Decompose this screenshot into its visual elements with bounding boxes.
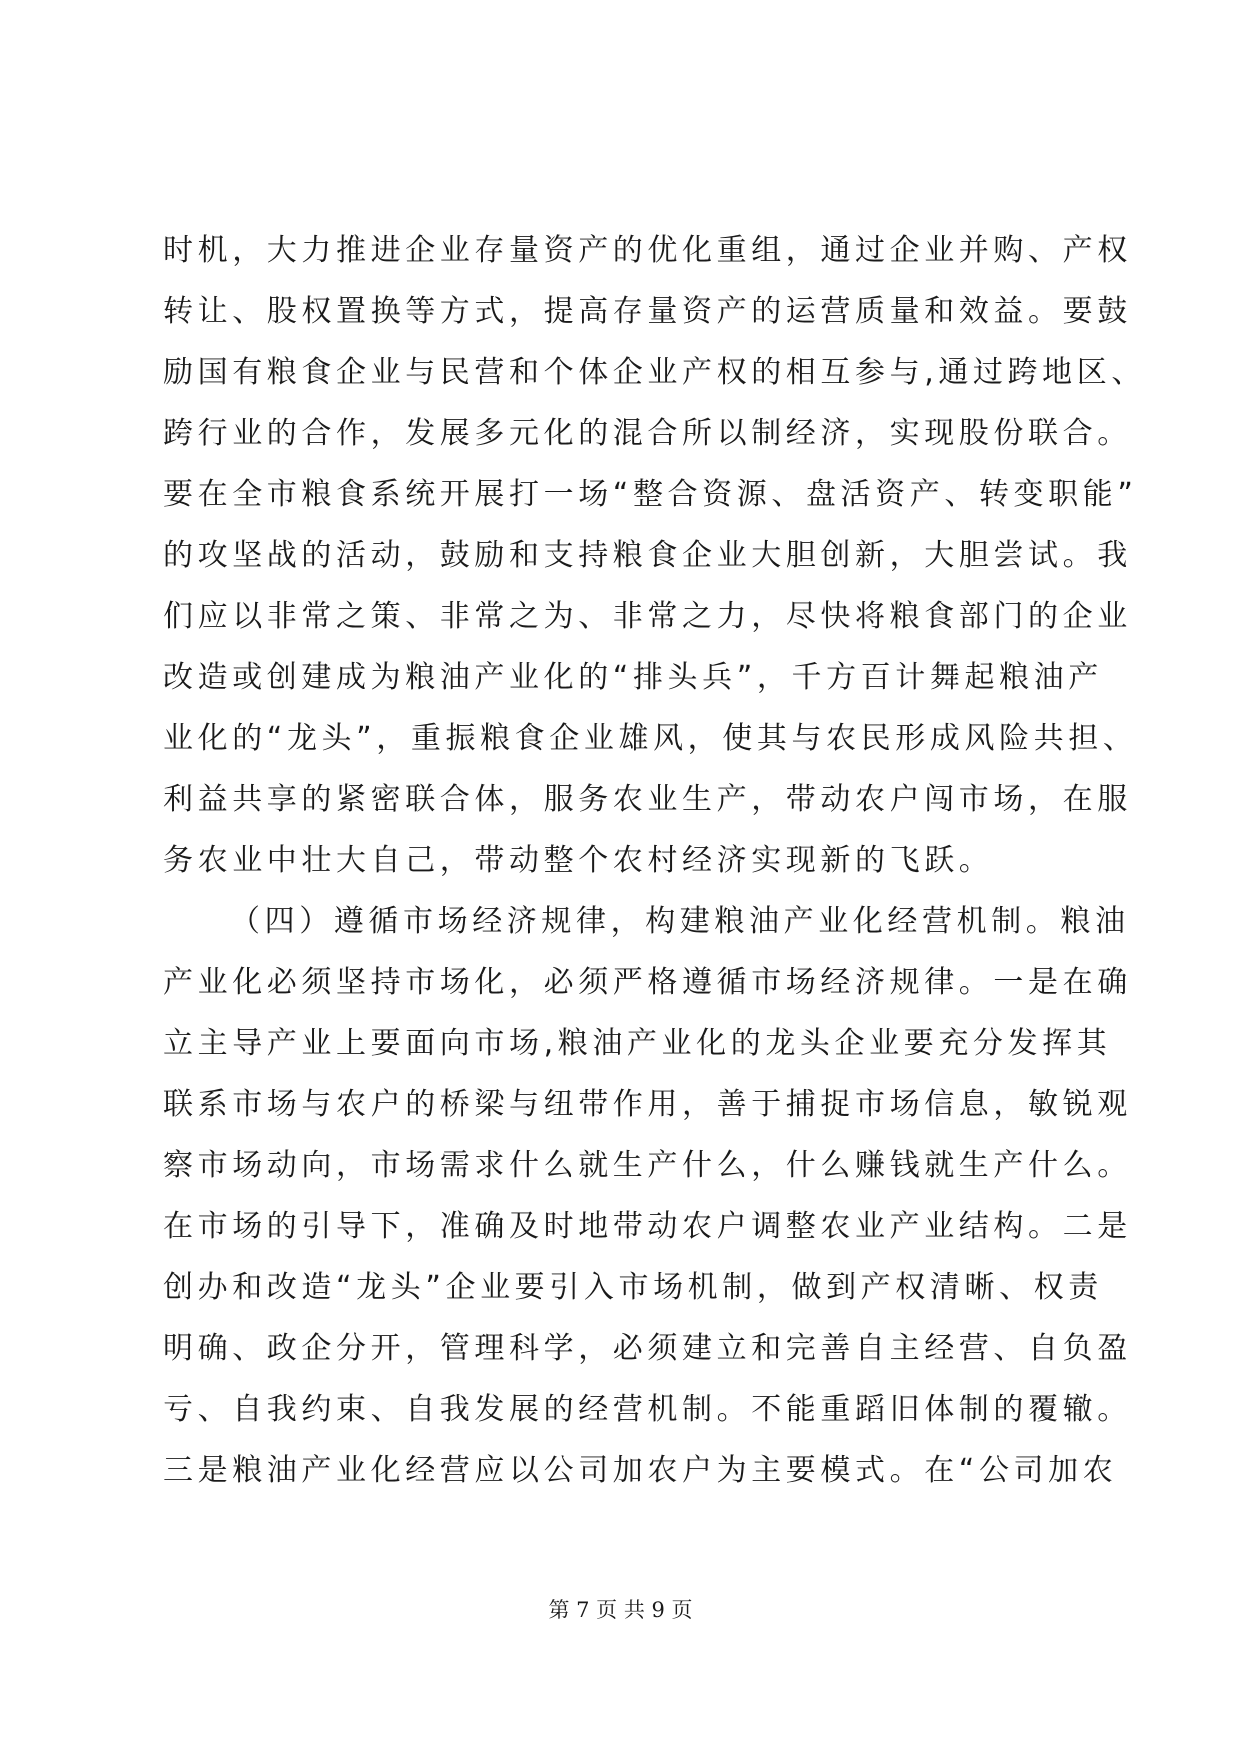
body-text-line: 的攻坚战的活动，鼓励和支持粮食企业大胆创新，大胆尝试。我 [163,538,1132,573]
body-text-line: 利益共享的紧密联合体，服务农业生产，带动农户闯市场，在服 [163,782,1132,817]
body-text-line: 改造或创建成为粮油产业化的“排头兵”，千方百计舞起粮油产 [163,660,1103,695]
body-text-line: 产业化必须坚持市场化，必须严格遵循市场经济规律。一是在确 [163,965,1132,1000]
body-text-line: 业化的“龙头”，重振粮食企业雄风，使其与农民形成风险共担、 [163,721,1138,756]
body-text-line: 转让、股权置换等方式，提高存量资产的运营质量和效益。要鼓 [163,294,1132,329]
body-text-line: 励国有粮食企业与民营和个体企业产权的相互参与,通过跨地区、 [163,355,1146,390]
page-footer: 第 7 页 共 9 页 [548,1598,693,1622]
body-text-line: 察市场动向，市场需求什么就生产什么，什么赚钱就生产什么。 [163,1148,1132,1183]
body-text-line: 立主导产业上要面向市场,粮油产业化的龙头企业要充分发挥其 [163,1026,1112,1061]
body-text-line: 要在全市粮食系统开展打一场“整合资源、盘活资产、转变职能” [163,477,1138,512]
paragraph-first-line: （四）遵循市场经济规律，构建粮油产业化经营机制。粮油 [230,904,1130,939]
body-text-line: 创办和改造“龙头”企业要引入市场机制，做到产权清晰、权责 [163,1270,1103,1305]
body-text-line: 在市场的引导下，准确及时地带动农户调整农业产业结构。二是 [163,1209,1132,1244]
body-text-line: 务农业中壮大自己，带动整个农村经济实现新的飞跃。 [163,843,994,878]
body-text-line: 亏、自我约束、自我发展的经营机制。不能重蹈旧体制的覆辙。 [163,1392,1132,1427]
body-text-line: 明确、政企分开，管理科学，必须建立和完善自主经营、自负盈 [163,1331,1132,1366]
body-text-line: 三是粮油产业化经营应以公司加农户为主要模式。在“公司加农 [163,1453,1118,1488]
body-text-line: 跨行业的合作，发展多元化的混合所以制经济，实现股份联合。 [163,416,1132,451]
body-text-line: 时机，大力推进企业存量资产的优化重组，通过企业并购、产权 [163,233,1132,268]
body-text-line: 联系市场与农户的桥梁与纽带作用，善于捕捉市场信息，敏锐观 [163,1087,1132,1122]
body-text-line: 们应以非常之策、非常之为、非常之力，尽快将粮食部门的企业 [163,599,1132,634]
